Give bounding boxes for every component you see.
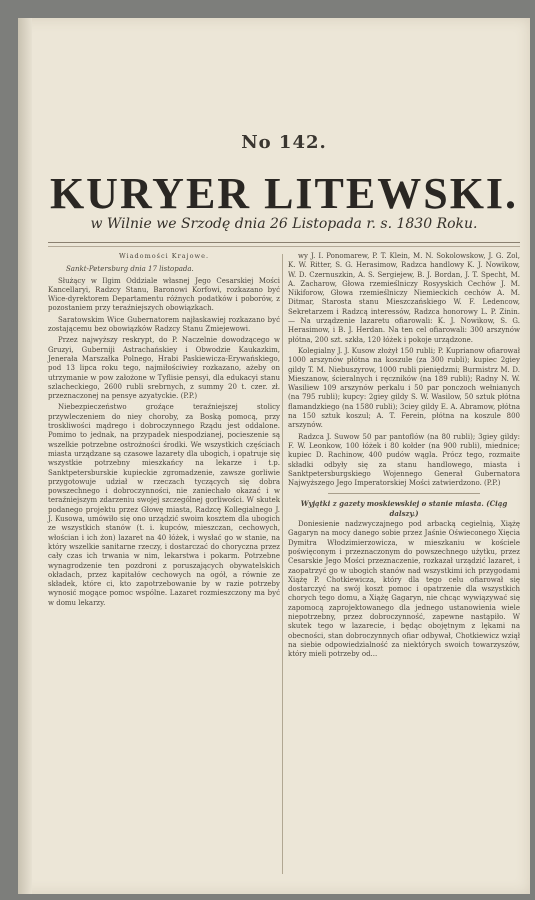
section-heading: Wyjątki z gazety moskiewskiej o stanie miasta. (Ciąg dalszy.)	[300, 499, 508, 518]
paragraph: Saratowskim Wice Gubernatorem najłaskawiej rozkazano być zostającemu bez obowiązków Radzcy Stanu Zmiejewowi.	[48, 315, 280, 334]
dateline: w Wilnie we Srzodę dnia 26 Listopada r. s. 1830 Roku.	[90, 216, 478, 232]
left-column	[48, 252, 280, 610]
column-divider	[282, 254, 283, 874]
paragraph: wy J. I. Ponomarew, P. T. Klein, M. N. Sokolowskow, J. G. Zol, K. W. Ritter, S. G. Herasimow, Radzca handlowy K. J. Nowikow, W. D. Czernuszkin, A. S. Sergiejew, B. J. Bordan, J. T. Specht, M. A. Zacharow, Głowa rzemieślniczy Rosyyskich Cechów J. M. Nikiforow, Głowa rzemieślniczy Niemieckich cechów A. M. Ditmar, Starosta stanu Mieszczańskiego W. F. Ledencow, Sekretarzem i Radzcą interessów, Radzca honorowy L. P. Zinin. — Na urządzenie lazaretu ofiarowali: K. J. Nowikow, S. G. Herasimow, i B. J. Herdan. Na ten cel ofiarowali: 300 arszynów płótna, 200 szt. szkła, 120 łóżek i pokoje urządzone.	[288, 252, 520, 344]
masthead-rule	[48, 242, 520, 243]
newspaper-title: KURYER LITEWSKI.	[49, 169, 519, 218]
paragraph: Służący w Ilgim Oddziale własnej Jego Cesarskiej Mości Kancellaryi, Radzcy Stanu, Baronowi Korfowi, rozkazano być Wice-dyrektorem Departamentu różnych podatków i poborów, z pozostaniem przy teraźniejszych obowiązkach.	[48, 276, 280, 313]
date-heading: Sankt-Petersburg dnia 17 listopada.	[66, 265, 194, 274]
paragraph: Przez najwyższy reskrypt, do P. Naczelnie dowodzącego w Gruzyi, Guberniji Astrachańskiey i Obwodzie Kaukazkim, Jenerała Marszałka Polnego, Hrabi Paskiewicza-Erywańskiego, pod 13 lipca roku tego, najmiłościwiey rozkazano, ażeby on utrzymanie w pow założone w Tyflisie pensyi, dla edukacyi stanu szlacheckiego, 2600 rubli srebrnych, z summy 20 t. czer. zł. przeznaczonej na pensye azyatyckie. (P.P.)	[48, 336, 280, 401]
masthead	[38, 18, 530, 258]
paragraph: Kolegialny J. J. Kusow złożył 150 rubli; P. Kuprianow ofiarował 1000 arszynów płótna na koszule (za 300 rubli); kupiec 2giey gildy T. M. Niebuszyrow, 1000 rubli pieniędzmi; Burmistrz M. D. Mieszanow, ścieralnych i ręczników (na 189 rubli); Radny N. W. Wasiliew 109 arszynów perkalu i 50 par ponczoch wełnianych (na 795 rubli); kupcy: 2giey gildy S. W. Wasilow, 50 sztuk płótna flamandzkiego (na 1580 rubli); 3ciey gildy E. A. Abramow, płótna na 150 sztuk koszul; A. T. Ferein, płótna na koszule 800 arszynów.	[288, 346, 520, 430]
section-heading: Wiadomości Krajowe.	[118, 252, 210, 260]
newspaper-page	[18, 18, 530, 894]
page-binding-edge	[18, 18, 32, 894]
paragraph: Doniesienie nadzwyczajnego pod arbacką cegielnią, Xiążę Gagaryn na mocy danego sobie przez Jaśnie Oświeconego Xięcia Dymitra Włodzimierzowicza, w mieszkaniu w kościele poświęconym i przeznaczonym do powszechnego użytku, przez Cesarskie Jego Mości przeznaczenie, rozkazał urządzić lazaret, i zaopatrzyć go w ubogich stanów nad wszystkimi ich przygodami Xiążę P. Chotkiewicza, który dla tego celu ofiarował się dostarczyć na swój koszt pomoc i opatrzenie dla wszystkich chorych tego domu, a Xiążę Gagaryn, nie chcąc wywiązywać się zapomocą zaprojektowanego dla jednego ustanowienia wiele niepotrzebny, przez dobroczynność, zapewne nastąpiło. W skutek tego w lazarecie, i będąc obojętnym z lękami na obecności, stan dobroczynnych ofiar odbywał, Chotkiewicz wziął na siebie odpowiedzialność za niektórych swoich towarzyszów, który mieli potrzeby od...	[288, 520, 520, 659]
paragraph: Niebezpieczeństwo groźące teraźniejszej stolicy przywleczeniem do niey choroby, za Boską pomocą, przy troskliwości mądrego i dobroczynnego Rządu jest oddalone. Pomimo to jednak, na przypadek niespodzianej, pocieszenie są wszelkie potrzebne ostrożności środki. We wszystkich częściach miasta urządzane są czasowe lazarety dla ubogich, i opatruje się wszystkie potrzebny mieszkańcy na lekarze i t.p. Sanktpetersburskie kupieckie zgromadzenie, zawsze gorliwie przygotowuje udział w rzeczach tyczących się dobra powszechnego i dobroczynności, nie zaniechało okazać i w teraźniejszym zdarzeniu swojej szczególnej gorliwości. W skutek podanego projektu przez Głowę miasta, Radzcę Kollegialnego J. J. Kusowa, umówiło się ono urządzić swoim kosztem dla ubogich ze wszystkich stanów (t. i. kupców, mieszczan, cechowych, włościan i ich żon) lazaret na 40 łóżek, i wysłać go w stanie, na który wszelkie sanitarne rzeczy, i dostarczać do choryczna przez cały czas ich trwania w nim, lekarstwa i pokarm. Potrzebne wynagrodzenie ten pozdroni z poruszających obywatelskich okładach, przez kapitałów cechowych na ogół, a równie ze składek, które ci, kto zapotrzebowanie by w razie potrzeby wynosić mogące pomoc wspólne. Lazaret rozmieszczony ma być w domu lekarzy.	[48, 403, 280, 607]
masthead-subrule	[48, 246, 520, 247]
right-column	[288, 252, 520, 661]
section-separator	[328, 493, 480, 494]
paragraph: Radzca J. Suwow 50 par pantoflów (na 80 rubli); 3giey gildy: F. W. Leonkow, 100 łóżek i 80 kołder (na 900 rubli), miednice; kupiec D. Rachinow, 400 pudów wągla. Prócz tego, rozmaite składki odbyły się za stanu handlowego, miasta i Sanktpetersburgskiego Wojennego Generał Gubernatora Najwyższego Jego Imperatorskiej Mości zatwierdzono. (P.P.)	[288, 432, 520, 488]
issue-number: No 142.	[241, 132, 327, 153]
